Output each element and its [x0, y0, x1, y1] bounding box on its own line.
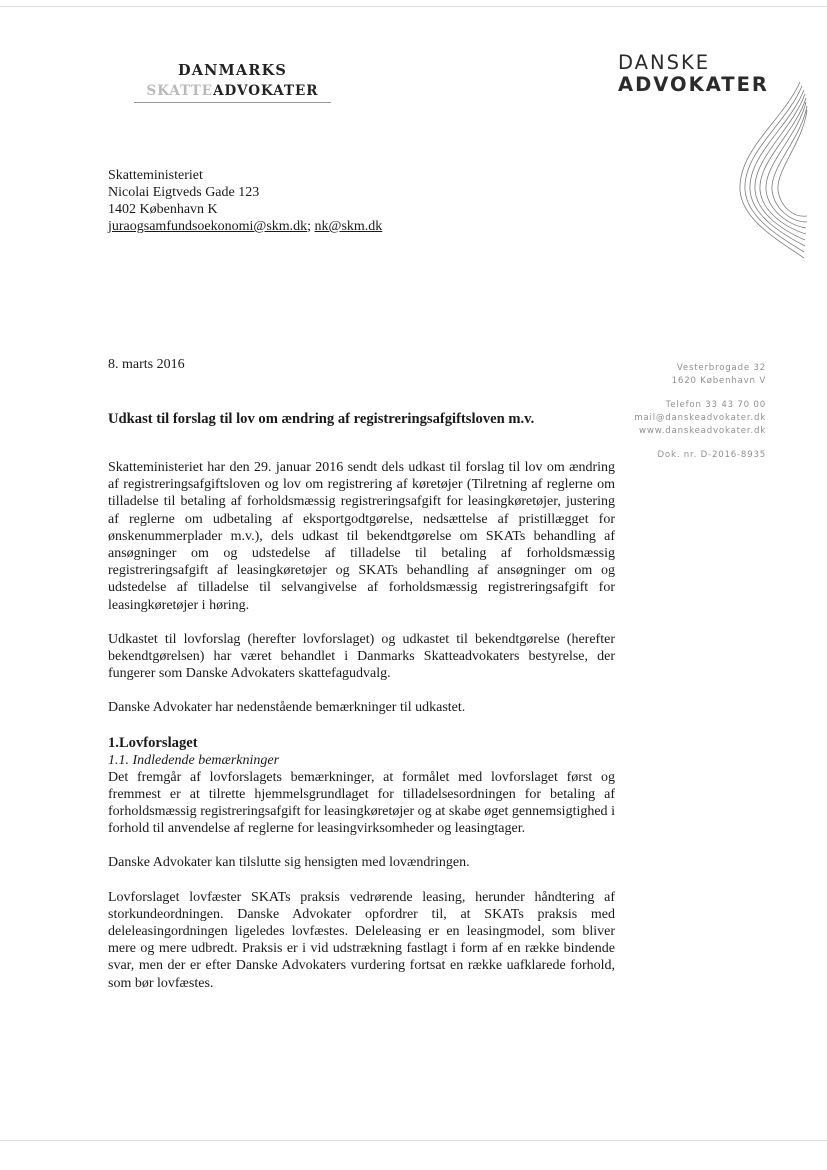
- recipient-email-2[interactable]: nk@skm.dk: [314, 219, 383, 234]
- sender-city: 1620 København V: [671, 376, 766, 386]
- sender-street: Vesterbrogade 32: [676, 363, 766, 373]
- danmarks-skatteadvokater-logo: [130, 62, 335, 103]
- recipient-email-1[interactable]: juraogsamfundsoekonomi@skm.dk: [108, 219, 308, 234]
- logo-left-line2: [130, 83, 335, 99]
- scan-line-top: [0, 6, 827, 7]
- section-1-heading: 1.Lovforslaget: [108, 734, 198, 751]
- letter-body: [108, 459, 615, 1009]
- logo-left-rule: [134, 102, 331, 103]
- recipient-name: Skatteministeriet: [108, 168, 203, 183]
- body-paragraph-3: Danske Advokater har nedenstående bemærkninger til udkastet.: [108, 700, 466, 716]
- email-separator: ;: [307, 219, 312, 234]
- logo-left-word: ADVOKATER: [213, 83, 319, 99]
- logo-right-line1: DANSKE: [618, 51, 711, 74]
- sender-web: www.danskeadvokater.dk: [639, 426, 766, 436]
- section-1-1-subheading: 1.1. Indledende bemærkninger: [108, 752, 280, 768]
- logo-left-line1: DANMARKS: [177, 62, 288, 79]
- letter-subject: Udkast til forslag til lov om ændring af registreringsafgiftsloven m.v.: [108, 411, 535, 427]
- recipient-address: [108, 167, 382, 235]
- sender-info: [612, 362, 766, 462]
- document-number: Dok. nr. D-2016-8935: [657, 450, 766, 460]
- body-paragraph-2: Udkastet til lovforslag (herefter lovforslaget) og udkastet til bekendtgørelse (herefter bekendtgørelsen) har været behandlet i Danmarks Skatteadvokaters bestyrelse, der fungerer som Danske Advokaters skattefagudvalg.: [108, 631, 615, 682]
- recipient-emails: [108, 218, 382, 235]
- body-paragraph-4: Det fremgår af lovforslagets bemærkninger, at formålet med lovforslaget først og fremmest er at tilrette hjemmelsgrundlaget for tilladelsesordningen for betaling af forholdsmæssig registreringsafgift for leasingkøretøjer og at skabe øget gennemsigtighed i forhold til anvendelse af reglerne for leasingvirksomheder og leasingtager.: [108, 769, 615, 837]
- sender-phone: Telefon 33 43 70 00: [665, 400, 766, 410]
- recipient-city: 1402 København K: [108, 202, 218, 217]
- recipient-street: Nicolai Eigtveds Gade 123: [108, 185, 260, 200]
- sender-email: mail@danskeadvokater.dk: [634, 413, 766, 423]
- scan-line-bottom: [0, 1140, 827, 1141]
- body-paragraph-5: Danske Advokater kan tilslutte sig hensigten med lovændringen.: [108, 855, 470, 871]
- body-paragraph-6: Lovforslaget lovfæster SKATs praksis vedrørende leasing, herunder håndtering af storkundeordningen. Danske Advokater opfordrer til, at SKATs praksis med deleleasingordningen ligeledes lovfæstes. Deleleasing er en leasingmodel, som bliver mere og mere udbredt. Praksis er i vid udstrækning fastlagt i form af en række bindende svar, men der er efter Danske Advokaters vurdering fortsat en række uafklarede forhold, som bør lovfæstes.: [108, 889, 615, 991]
- logo-left-faded-word: SKATTE: [146, 83, 214, 99]
- logo-right-line2: ADVOKATER: [618, 73, 769, 96]
- letter-date: 8. marts 2016: [108, 357, 185, 372]
- logo-swoosh-graphic: [728, 80, 808, 260]
- body-paragraph-1: Skatteministeriet har den 29. januar 2016 sendt dels udkast til forslag til lov om ændring af registreringsafgiftsloven og lov om registrering af køretøjer (Tilretning af reglerne om tilladelse til betaling af forholdsmæssig registreringsafgift for leasingkøretøjer, justering af reglerne om udbetaling af eksportgodtgørelse, nedsættelse af pristillægget for ønskenummerplader m.v.), dels udkast til bekendtgørelse om SKATs behandling af ansøgninger om og udstedelse af tilladelse til betaling af forholdsmæssig registreringsafgift af leasingkøretøjer og SKATs behandling af ansøgninger om og udstedelse af tilladelse til selvangivelse af forholdsmæssig registreringsafgift for leasingkøretøjer i høring.: [108, 460, 615, 613]
